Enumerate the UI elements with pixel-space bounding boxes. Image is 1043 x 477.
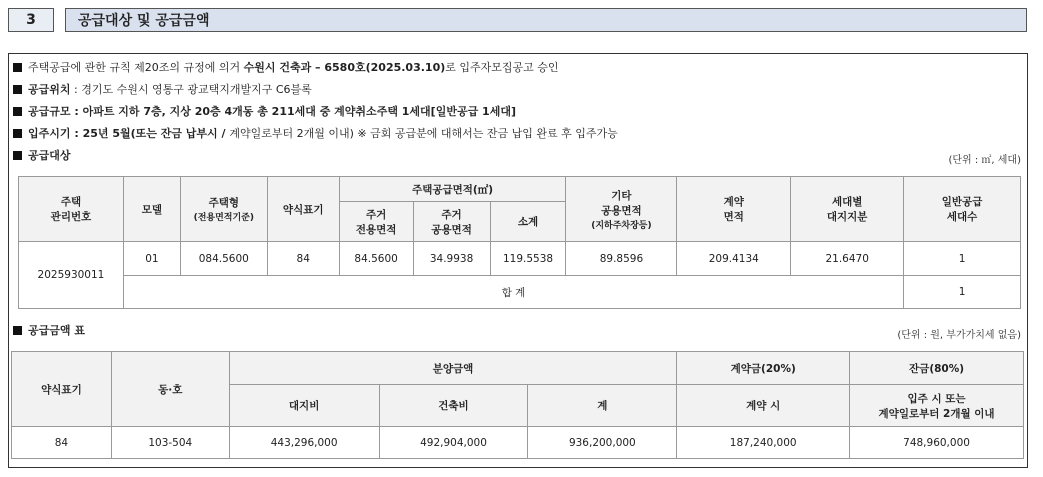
total-label: 합 계: [123, 276, 903, 309]
cell-subtotal: 119.5538: [490, 242, 566, 276]
move-in-line: 입주시기 : 25년 5월(또는 잔금 납부시 / 계약일로부터 2개월 이내) ※ 금회 공급분에 대해서는 잔금 납입 완료 후 입주가능: [13, 125, 618, 143]
unit-note-area: (단위 : ㎡, 세대): [948, 155, 1021, 166]
content-box: [8, 53, 1028, 468]
bullet-square-icon: [13, 151, 22, 160]
cell-abbr: 84: [267, 242, 339, 276]
table-row: [12, 427, 1024, 459]
th-land-cost: 대지비: [229, 385, 379, 427]
th-other-area: 기타 공용면적 (지하주차장등): [566, 177, 677, 242]
th-deposit-when: 계약 시: [677, 385, 850, 427]
total-row: [19, 276, 1021, 309]
scale-line: 공급규모 : 아파트 지하 7층, 지상 20층 4개동 총 211세대 중 계약취소주택 1세대[일반공급 1세대]: [13, 103, 516, 121]
th-common-area: 주거 공용면적: [413, 202, 490, 242]
cell-deposit: 187,240,000: [677, 427, 850, 459]
cell-mgmt-no: 2025930011: [19, 242, 124, 309]
cell-price-abbr: 84: [12, 427, 112, 459]
cell-land-cost: 443,296,000: [229, 427, 379, 459]
th-balance: 잔금(80%): [850, 352, 1024, 385]
section-number: 3: [8, 8, 54, 32]
cell-general-count: 1: [904, 242, 1021, 276]
cell-building-cost: 492,904,000: [379, 427, 528, 459]
total-value: 1: [904, 276, 1021, 309]
price-table: [11, 351, 1024, 459]
target-heading: 공급대상: [13, 147, 71, 165]
th-subtotal: 소계: [490, 202, 566, 242]
cell-exclusive-area: 84.5600: [339, 242, 413, 276]
location-line: 공급위치 : 경기도 수원시 영통구 광교택지개발지구 C6블록: [13, 81, 312, 99]
bullet-square-icon: [13, 107, 22, 116]
cell-contract-area: 209.4134: [677, 242, 791, 276]
bullet-square-icon: [13, 63, 22, 72]
cell-other-area: 89.8596: [566, 242, 677, 276]
cell-balance: 748,960,000: [850, 427, 1024, 459]
th-balance-when: 입주 시 또는 계약일로부터 2개월 이내: [850, 385, 1024, 427]
cell-common-area: 34.9938: [413, 242, 490, 276]
th-general-count: 일반공급 세대수: [904, 177, 1021, 242]
th-deposit: 계약금(20%): [677, 352, 850, 385]
th-mgmt-no: 주택 관리번호: [19, 177, 124, 242]
bullet-square-icon: [13, 129, 22, 138]
th-type: 주택형 (전용면적기준): [180, 177, 267, 242]
th-contract-area: 계약 면적: [677, 177, 791, 242]
cell-total: 936,200,000: [528, 427, 677, 459]
bullet-square-icon: [13, 326, 22, 335]
cell-unit-no: 103-504: [111, 427, 229, 459]
cell-model: 01: [123, 242, 180, 276]
th-unit-no: 동·호: [111, 352, 229, 427]
approval-line: 주택공급에 관한 규칙 제20조의 규정에 의거 수원시 건축과 – 6580호(2025.03.10)로 입주자모집공고 승인: [13, 59, 559, 77]
th-land-share: 세대별 대지지분: [791, 177, 904, 242]
supply-target-table: [18, 176, 1021, 309]
cell-type: 084.5600: [180, 242, 267, 276]
th-price-abbr: 약식표기: [12, 352, 112, 427]
th-building-cost: 건축비: [379, 385, 528, 427]
cell-land-share: 21.6470: [791, 242, 904, 276]
th-abbr: 약식표기: [267, 177, 339, 242]
th-total: 계: [528, 385, 677, 427]
price-heading: 공급금액 표: [13, 322, 85, 340]
th-supply-area: 주택공급면적(㎡): [339, 177, 566, 202]
th-exclusive-area: 주거 전용면적: [339, 202, 413, 242]
th-model: 모델: [123, 177, 180, 242]
section-header: [8, 8, 1027, 34]
table-row: [19, 242, 1021, 276]
bullet-square-icon: [13, 85, 22, 94]
th-sale-price: 분양금액: [229, 352, 677, 385]
unit-note-price: (단위 : 원, 부가가치세 없음): [897, 330, 1021, 341]
section-title: 공급대상 및 공급금액: [65, 8, 1027, 32]
